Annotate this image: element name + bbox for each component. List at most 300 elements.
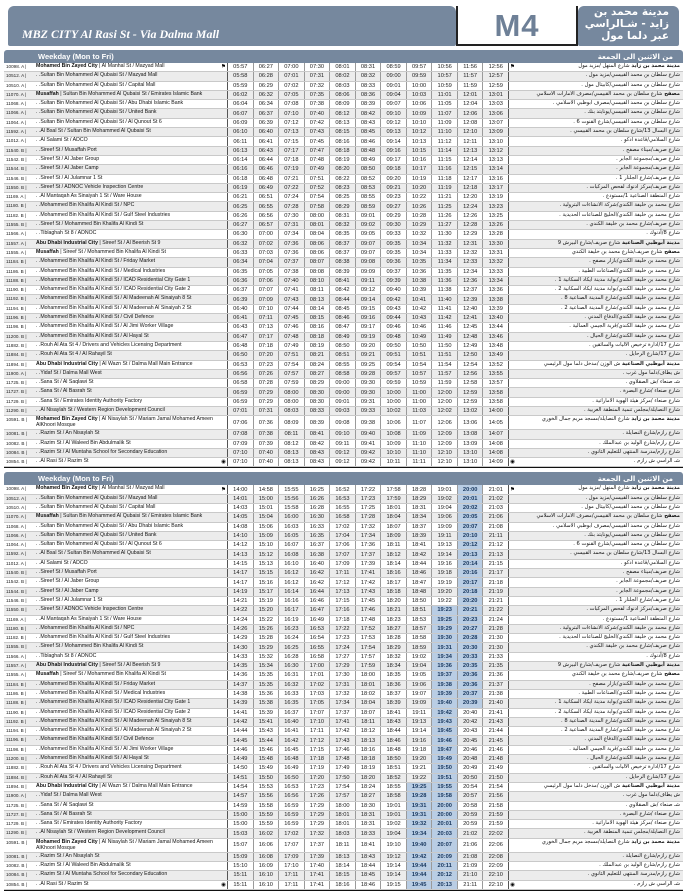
marker-spacer — [220, 333, 227, 341]
time-cell: 09:59 — [407, 72, 433, 80]
time-cell: 07:49 — [279, 342, 305, 350]
time-cell: 19:01 — [381, 811, 407, 819]
time-cell: 18:16 — [330, 881, 356, 889]
time-cell: 11:11 — [407, 458, 433, 466]
time-cell: 15:55 — [279, 485, 305, 493]
time-cell: 19:37 — [432, 671, 458, 679]
time-cell: 15:38 — [254, 699, 280, 707]
time-cell: 18:46 — [381, 736, 407, 744]
time-cell: 12:14 — [458, 156, 484, 164]
time-cell: 11:38 — [432, 286, 458, 294]
marker-spacer — [509, 727, 516, 735]
stop-name-ar: شارع 8/أدنوك . — [646, 652, 680, 659]
time-cell: 09:27 — [381, 202, 407, 210]
stop-name-en: . .Mohammed Bin Khalifa Al Kindi St / Al Jimi Worker Village — [36, 745, 174, 752]
time-cell: 15:26 — [254, 625, 280, 633]
time-cell: 18:07 — [381, 523, 407, 531]
time-cell: 12:04 — [458, 100, 484, 108]
trip-times — [227, 323, 509, 331]
time-cell: 17:18 — [305, 755, 331, 763]
stop-id: 11900. A | — [6, 370, 27, 376]
stop-area-ar: مدينة أبوظبي الصناعية — [620, 782, 680, 789]
stop-name-en: Musaffah | Sireef St / Mohammed Bin Khalifa Al Kindi St — [36, 671, 166, 678]
stop-id: 11190. B | — [6, 709, 27, 715]
time-cell: 17:02 — [305, 681, 331, 689]
stop-name-en: . .Mohammed Bin Khalifa Al Kindi St / NPC — [36, 624, 135, 631]
time-cell: 06:58 — [228, 379, 254, 387]
time-cell: 08:00 — [279, 398, 305, 406]
time-cell: 16:19 — [279, 616, 305, 624]
time-cell: 16:14 — [279, 588, 305, 596]
time-cell: 09:33 — [381, 230, 407, 238]
time-cell: 16:17 — [279, 606, 305, 614]
stop-name-ar: شارع سلطان بن محمد القبيسي/مزيد مول . — [585, 72, 680, 79]
marker-spacer — [509, 839, 516, 852]
time-cell: 06:27 — [228, 221, 254, 229]
marker-spacer — [509, 323, 516, 331]
marker-spacer — [220, 268, 227, 276]
time-cell: 15:35 — [254, 671, 280, 679]
stop-name-en: . .Sireef St / Al Jaber Camp — [36, 165, 99, 172]
stop-name-en: . .Sireef St / Al Jaber Group — [36, 578, 100, 585]
time-cell: 12:08 — [458, 119, 484, 127]
time-cell: 07:03 — [254, 249, 280, 257]
stop-name-ar: شارع صريف/شارع الجلنار 1 . — [615, 596, 680, 603]
stop-name-ar: شارع المنطقة الصناعية 1/مستودع . — [602, 615, 680, 622]
time-cell: 09:10 — [330, 430, 356, 438]
time-cell: 18:43 — [381, 718, 407, 726]
stop-name-en: . .Sultan Bin Mohammed Al Qubaisi St / Al Qunout St 6 — [36, 541, 162, 548]
time-cell: 17:02 — [330, 523, 356, 531]
time-cell: 16:03 — [279, 523, 305, 531]
marker-spacer — [509, 862, 516, 870]
marker-spacer — [220, 175, 227, 183]
time-cell: 12:39 — [458, 295, 484, 303]
time-cell: 11:09 — [407, 430, 433, 438]
time-cell: 11:09 — [432, 119, 458, 127]
time-cell: 17:02 — [279, 829, 305, 837]
time-cell: 10:54 — [407, 361, 433, 369]
time-cell: 07:02 — [279, 82, 305, 90]
table-row — [4, 597, 683, 606]
marker-spacer — [220, 662, 227, 670]
time-cell: 14:17 — [228, 578, 254, 586]
time-cell: 17:34 — [356, 532, 382, 540]
stop-name-ar: شارع سلطان بن محمد القبيسي/شارع القنوت 6 . — [573, 541, 680, 548]
time-cell: 09:13 — [381, 128, 407, 136]
time-cell: 16:58 — [305, 653, 331, 661]
time-cell: 16:52 — [330, 485, 356, 493]
time-cell: 08:20 — [330, 165, 356, 173]
time-cell: 16:26 — [305, 495, 331, 503]
stop-id: 11546. B | — [6, 175, 27, 181]
marker-spacer — [509, 681, 516, 689]
table-row — [4, 569, 683, 578]
stop-id: 11555. A | — [6, 249, 27, 255]
stop-name-en: . .Mohammed Bin Khalifa Al Kindi St / Al Madeenah Al Sinaiyah 8 St — [36, 717, 192, 724]
stop-name-ar: شارع صريف/ميناء مصفح . — [622, 146, 680, 153]
stop-name-en: . .Mohammed Bin Khalifa Al Kindi St / Al Jimi Worker Village — [36, 323, 174, 330]
time-cell: 20:49 — [458, 764, 484, 772]
table-row — [4, 560, 683, 569]
marker-spacer — [509, 550, 516, 558]
stop-name-en: . .Rouh Al Ata St 4 / Al Rahayil St — [36, 773, 112, 780]
time-cell: 19:31 — [407, 811, 433, 819]
table-row — [4, 662, 683, 671]
time-cell: 12:45 — [458, 323, 484, 331]
time-cell: 19:49 — [432, 755, 458, 763]
time-cell: 06:43 — [254, 147, 280, 155]
time-cell: 19:44 — [407, 871, 433, 879]
stop-id: 11592. A | — [6, 551, 27, 557]
time-cell: 17:39 — [305, 853, 331, 861]
time-cell: 07:21 — [279, 175, 305, 183]
time-cell: 16:53 — [330, 495, 356, 503]
time-cell: 15:35 — [254, 681, 280, 689]
time-cell: 13:14 — [488, 166, 503, 173]
time-cell: 17:52 — [356, 625, 382, 633]
time-cell: 08:30 — [305, 398, 331, 406]
time-cell: 08:39 — [356, 100, 382, 108]
time-cell: 09:35 — [381, 240, 407, 248]
time-cell: 12:10 — [458, 128, 484, 136]
time-cell: 08:43 — [305, 458, 331, 466]
time-cell: 09:40 — [381, 286, 407, 294]
time-cell: 08:41 — [305, 430, 331, 438]
stop-name-ar: مصفح شارع صريف/شارع محمد بن خليفة الكندي — [571, 671, 680, 678]
time-cell: 20:36 — [458, 681, 484, 689]
trip-times — [227, 495, 509, 503]
time-cell: 21:56 — [488, 793, 503, 800]
marker-spacer — [220, 430, 227, 438]
time-cell: 16:12 — [279, 578, 305, 586]
time-cell: 11:14 — [432, 147, 458, 155]
stop-name-ar: شارع سلطان بن محمد القبيسي/شارع القنوت 6 . — [573, 118, 680, 125]
stop-name-en: . .Mohammed Bin Khalifa Al Kindi St / Gulf Steel Industries — [36, 211, 171, 218]
time-cell: 09:20 — [356, 342, 382, 350]
time-cell: 10:32 — [407, 230, 433, 238]
trip-times — [227, 286, 509, 294]
time-cell: 17:39 — [356, 560, 382, 568]
time-cell: 16:37 — [279, 709, 305, 717]
time-cell: 15:06 — [254, 523, 280, 531]
time-cell: 07:54 — [305, 193, 331, 201]
time-cell: 11:56 — [458, 63, 484, 71]
time-cell: 13:57 — [488, 380, 503, 387]
trip-times — [227, 783, 509, 791]
time-cell: 19:46 — [432, 736, 458, 744]
time-cell: 17:34 — [330, 699, 356, 707]
time-cell: 10:51 — [407, 351, 433, 359]
marker-spacer — [220, 606, 227, 614]
stop-name-ar: شارع 17/ادارة ترخيص الاليات والسائقين . — [589, 764, 680, 771]
stop-area-en: Abu Dhabi Industrial City — [36, 782, 98, 789]
trip-times — [227, 681, 509, 689]
time-cell: 08:33 — [305, 407, 331, 415]
time-cell: 16:30 — [305, 513, 331, 521]
time-cell: 10:42 — [407, 305, 433, 313]
marker-spacer — [220, 277, 227, 285]
trip-times — [227, 458, 509, 466]
time-cell: 12:56 — [488, 64, 503, 71]
time-cell: 17:15 — [305, 746, 331, 754]
weekday-header-bar — [4, 50, 683, 63]
stop-name-ar: شارع صريف/شارع الجلنار 1 . — [615, 174, 680, 181]
time-cell: 09:10 — [381, 109, 407, 117]
marker-spacer — [509, 333, 516, 341]
time-cell: 18:34 — [381, 662, 407, 670]
time-cell: 09:25 — [356, 361, 382, 369]
stop-area-ar: مدينة محمد بن زايد — [629, 63, 680, 69]
time-cell: 16:48 — [279, 755, 305, 763]
time-cell: 09:31 — [356, 398, 382, 406]
stop-name-ar: شارع محمد بن خليفة الكندي/الدفاع المدني . — [584, 314, 680, 321]
table-row — [4, 63, 683, 72]
time-cell: 12:10 — [432, 449, 458, 457]
time-cell: 19:42 — [432, 709, 458, 717]
table-row — [4, 709, 683, 718]
time-cell: 18:02 — [356, 690, 382, 698]
stop-id: 11064. A | — [6, 119, 27, 125]
stop-name-ar: مدينة أبوظبي الصناعية شارع صريف/شارع البيرش 9 — [557, 239, 680, 246]
marker-spacer — [220, 727, 227, 735]
stop-name-ar: شارع 17/شارع الرحايل . — [625, 773, 680, 780]
stop-area-ar: مدينة أبوظبي الصناعية — [620, 360, 680, 367]
marker-spacer — [509, 736, 516, 744]
time-cell: 16:38 — [305, 550, 331, 558]
stop-id: 11882. B | — [6, 765, 27, 771]
time-cell: 15:11 — [228, 871, 254, 879]
table-row — [4, 653, 683, 662]
marker-spacer — [509, 175, 516, 183]
time-cell: 09:08 — [330, 416, 356, 429]
time-cell: 18:45 — [356, 871, 382, 879]
table-row — [4, 184, 683, 193]
time-cell: 20:01 — [432, 820, 458, 828]
table-row — [4, 588, 683, 597]
marker-spacer — [220, 671, 227, 679]
stop-name-en: . .Sireef St / Al Jaber Camp — [36, 587, 99, 594]
stop-name-en: . .Sana St / Emirates Identity Authority Factory — [36, 397, 143, 404]
time-cell: 18:52 — [381, 774, 407, 782]
marker-spacer — [220, 91, 227, 99]
table-row — [4, 681, 683, 690]
stop-id: 11186. B | — [6, 690, 27, 696]
timetable-1 — [4, 63, 683, 468]
stop-id: 10512. A | — [6, 495, 27, 501]
time-cell: 18:37 — [381, 690, 407, 698]
stop-name-ar: شـ صنعاء /ش الصقلاوي . — [625, 801, 680, 808]
table-row — [4, 485, 683, 494]
time-cell: 08:14 — [305, 305, 331, 313]
time-cell: 17:41 — [305, 871, 331, 879]
time-cell: 18:29 — [407, 495, 433, 503]
stop-name-en: . .Mohammed Bin Khalifa Al Kindi St / Civil Defence — [36, 736, 154, 743]
time-cell: 18:11 — [356, 718, 382, 726]
time-cell: 17:48 — [356, 616, 382, 624]
stop-name-ar: شارع محمد بن خليفة الكندي/شارع المدينة الصناعية 2 . — [561, 304, 680, 311]
time-cell: 11:42 — [432, 314, 458, 322]
time-cell: 17:11 — [305, 727, 331, 735]
time-cell: 14:01 — [228, 495, 254, 503]
time-cell: 08:31 — [330, 212, 356, 220]
trip-times — [227, 379, 509, 387]
timetable-2 — [4, 485, 683, 890]
time-cell: 19:36 — [432, 662, 458, 670]
stop-id: 10591. B | — [6, 839, 27, 845]
time-cell: 14:30 — [228, 643, 254, 651]
time-cell: 11:10 — [407, 440, 433, 448]
marker-spacer — [220, 634, 227, 642]
time-cell: 06:41 — [228, 314, 254, 322]
time-cell: 20:00 — [432, 802, 458, 810]
time-cell: 18:13 — [330, 853, 356, 861]
time-cell: 17:59 — [356, 662, 382, 670]
time-cell: 09:17 — [356, 323, 382, 331]
stop-name-ar: شارع رازم/شارع النصايلة . — [622, 430, 680, 437]
time-cell: 14:37 — [228, 681, 254, 689]
time-cell: 08:04 — [305, 230, 331, 238]
stop-name-en: . .Mohammed Bin Khalifa Al Kindi St / Al Hayal St — [36, 755, 149, 762]
time-cell: 17:27 — [330, 653, 356, 661]
stop-name-ar: شارع صريف/شارع محمد بن خليفة الكندي . — [586, 643, 680, 650]
time-cell: 07:10 — [228, 449, 254, 457]
time-cell: 15:43 — [254, 727, 280, 735]
marker-spacer — [220, 541, 227, 549]
time-cell: 13:48 — [488, 343, 503, 350]
marker-spacer — [509, 495, 516, 503]
time-cell: 16:08 — [279, 550, 305, 558]
time-cell: 10:34 — [407, 240, 433, 248]
route-name-ar: مدينة محمد بن زايد - شـالراسي عبر دلما مول — [584, 6, 669, 42]
time-cell: 07:18 — [279, 156, 305, 164]
time-cell: 18:58 — [407, 634, 433, 642]
stop-name-en: Musaffah | Sireef St / Mohammed Bin Khalifa Al Kindi St — [36, 248, 166, 255]
time-cell: 20:28 — [458, 634, 484, 642]
stop-name-ar: شارع صنعاء /مركز هيئة الهوية الاماراتية . — [592, 820, 680, 827]
time-cell: 06:44 — [254, 156, 280, 164]
marker-spacer — [220, 416, 227, 429]
table-row — [4, 829, 683, 838]
trip-times — [227, 440, 509, 448]
time-cell: 15:59 — [254, 820, 280, 828]
time-cell: 07:59 — [279, 379, 305, 387]
time-cell: 15:00 — [228, 811, 254, 819]
time-cell: 20:13 — [458, 550, 484, 558]
time-cell: 12:02 — [432, 407, 458, 415]
table-row — [4, 91, 683, 100]
stop-name-ar: شارع صريف/مجموعة الجابر . — [616, 165, 680, 172]
time-cell: 11:27 — [432, 221, 458, 229]
marker-spacer — [220, 811, 227, 819]
time-cell: 12:33 — [458, 258, 484, 266]
time-cell: 07:37 — [279, 258, 305, 266]
trip-times — [227, 523, 509, 531]
time-cell: 21:15 — [488, 560, 503, 567]
time-cell: 19:40 — [407, 839, 433, 852]
time-cell: 11:01 — [432, 91, 458, 99]
time-cell: 19:45 — [407, 881, 433, 889]
stop-area-en: Mohamed Bin Zayed City — [36, 485, 98, 492]
time-cell: 20:09 — [432, 853, 458, 861]
time-cell: 15:16 — [254, 578, 280, 586]
time-cell: 17:23 — [356, 495, 382, 503]
time-cell: 09:42 — [381, 295, 407, 303]
time-cell: 18:01 — [330, 820, 356, 828]
stop-name-en: . .Rouh Al Ata St 4 / Drivers and Vehicles Licensing Department — [36, 764, 182, 771]
time-cell: 06:37 — [228, 286, 254, 294]
time-cell: 17:54 — [356, 643, 382, 651]
time-cell: 20:35 — [458, 662, 484, 670]
time-cell: 17:48 — [330, 755, 356, 763]
time-cell: 18:12 — [356, 727, 382, 735]
time-cell: 08:45 — [330, 305, 356, 313]
time-cell: 07:57 — [279, 370, 305, 378]
time-cell: 06:40 — [254, 128, 280, 136]
time-cell: 13:40 — [488, 315, 503, 322]
time-cell: 16:49 — [305, 616, 331, 624]
time-cell: 20:07 — [432, 839, 458, 852]
time-cell: 08:18 — [305, 333, 331, 341]
time-cell: 08:15 — [330, 128, 356, 136]
time-cell: 09:54 — [381, 361, 407, 369]
time-cell: 07:54 — [279, 361, 305, 369]
time-cell: 17:41 — [356, 569, 382, 577]
time-cell: 19:11 — [407, 709, 433, 717]
time-cell: 08:27 — [305, 370, 331, 378]
time-cell: 15:41 — [254, 718, 280, 726]
time-cell: 15:56 — [279, 495, 305, 503]
time-cell: 07:17 — [279, 147, 305, 155]
trip-times — [227, 625, 509, 633]
time-cell: 05:57 — [228, 63, 254, 71]
weekday-label-en: Weekday (Mon to Fri) — [38, 52, 114, 61]
time-cell: 12:41 — [458, 314, 484, 322]
time-cell: 08:39 — [330, 268, 356, 276]
time-cell: 17:30 — [330, 671, 356, 679]
time-cell: 12:59 — [488, 82, 503, 89]
weekday-header-bar — [4, 472, 683, 485]
time-cell: 18:53 — [407, 616, 433, 624]
stop-name-en: . .Mohammed Bin Khalifa Al Kindi St / Friday Market — [36, 680, 156, 687]
time-cell: 15:44 — [254, 736, 280, 744]
time-cell: 10:22 — [407, 193, 433, 201]
trip-times — [227, 388, 509, 396]
time-cell: 13:02 — [458, 407, 484, 415]
time-cell: 16:58 — [330, 513, 356, 521]
table-row — [4, 513, 683, 522]
stop-name-en: . .Sana St / Al Basrah St — [36, 810, 92, 817]
marker-spacer — [509, 286, 516, 294]
marker-spacer — [509, 147, 516, 155]
time-cell: 16:46 — [305, 597, 331, 605]
time-cell: 10:00 — [407, 82, 433, 90]
trip-times — [227, 541, 509, 549]
stop-id: 11192. B | — [6, 718, 27, 724]
marker-spacer — [509, 774, 516, 782]
time-cell: 06:34 — [254, 100, 280, 108]
time-cell: 18:30 — [356, 802, 382, 810]
time-cell: 18:55 — [381, 783, 407, 791]
time-cell: 20:20 — [458, 597, 484, 605]
time-cell: 07:10 — [254, 305, 280, 313]
marker-spacer — [509, 82, 516, 90]
time-cell: 18:37 — [407, 523, 433, 531]
route-start-flag-icon: ⚑ — [221, 486, 226, 493]
time-cell: 08:48 — [356, 147, 382, 155]
time-cell: 14:05 — [488, 419, 503, 426]
stop-id: 11184. B | — [6, 259, 27, 265]
